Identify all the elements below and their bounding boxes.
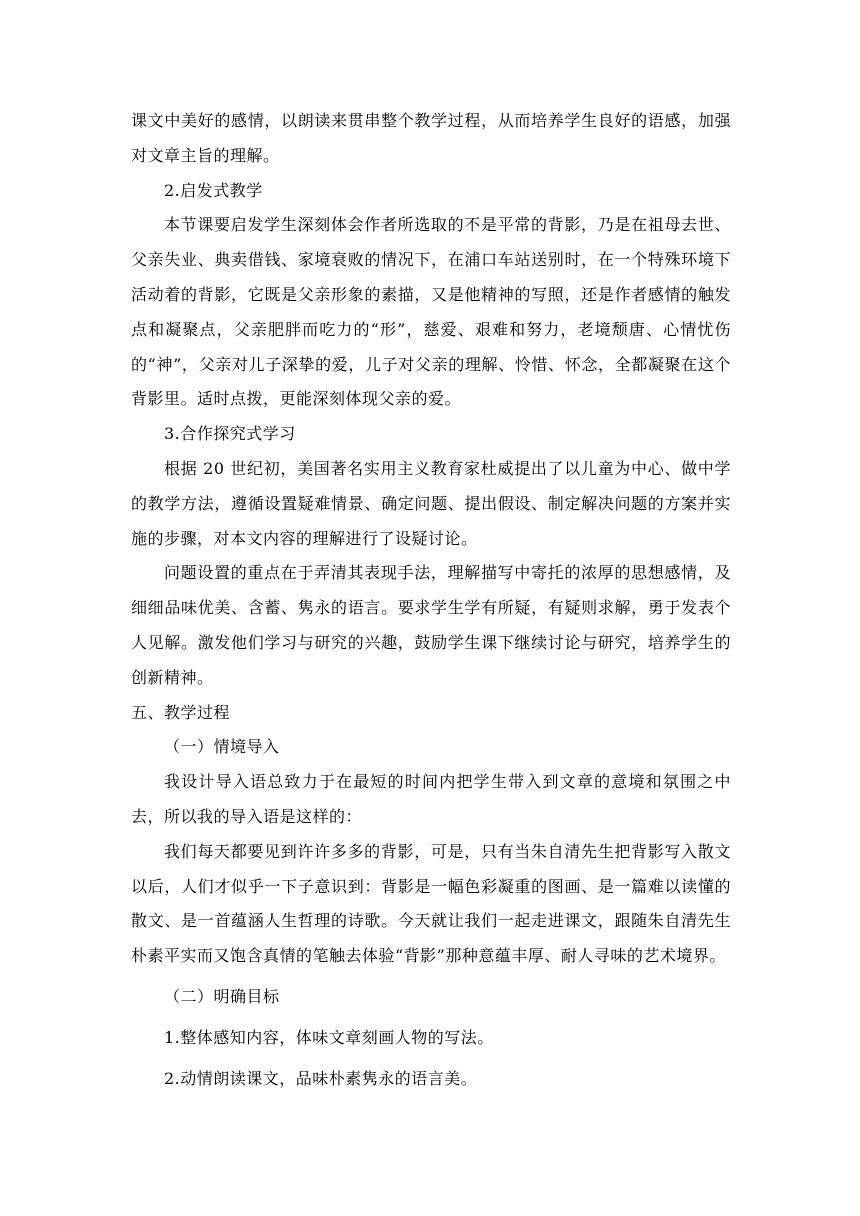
paragraph-heuristic-teaching: 本节课要启发学生深刻体会作者所选取的不是平常的背影，乃是在祖母去世、父亲失业、典卖借钱、家境衰败的情况下，在浦口车站送别时，在一个特殊环境下活动着的背影，它既是父亲形象的素描，又是他精神的写照，还是作者感情的触发点和凝聚点，父亲肥胖而吃力的“形”，慈爱、艰难和努力，老境颓唐、心情忧伤的“神”，父亲对儿子深挚的爱，儿子对父亲的理解、怜惜、怀念，全都凝聚在这个背影里。适时点拨，更能深刻体现父亲的爱。 <box>131 215 731 409</box>
subheading-clarify-goals: （二）明确目标 <box>164 986 280 1006</box>
section-heading-teaching-process: 五、教学过程 <box>131 702 231 722</box>
paragraph-introduction-speech: 我们每天都要见到许许多多的背影，可是，只有当朱自清先生把背影写入散文以后，人们才似乎一下子意识到：背影是一幅色彩凝重的图画、是一篇难以读懂的散文、是一首蕴涵人生哲理的诗歌。今天就让我们一起走进课文，跟随朱自清先生朴素平实而又饱含真情的笔触去体验“背影”那种意蕴丰厚、耐人寻味的艺术境界。 <box>131 841 731 966</box>
goal-item-2: 2.动情朗读课文，品味朴素隽永的语言美。 <box>164 1068 478 1088</box>
subheading-cooperative-learning: 3.合作探究式学习 <box>164 424 296 444</box>
document-body <box>131 104 731 1096</box>
continuation-paragraph: 课文中美好的感情，以朗读来贯串整个教学过程，从而培养学生良好的语感，加强对文章主旨的理解。 <box>131 111 731 165</box>
paragraph-dewey: 根据 20 世纪初，美国著名实用主义教育家杜威提出了以儿童为中心、做中学的教学方法，遵循设置疑难情景、确定问题、提出假设、制定解决问题的方案并实施的步骤，对本文内容的理解进行了设疑讨论。 <box>131 458 731 548</box>
paragraph-question-design: 问题设置的重点在于弄清其表现手法，理解描写中寄托的浓厚的思想感情，及细细品味优美、含蓄、隽永的语言。要求学生学有所疑，有疑则求解，勇于发表个人见解。激发他们学习与研究的兴趣，鼓励学生课下继续讨论与研究，培养学生的创新精神。 <box>131 563 731 687</box>
paragraph-introduction-design: 我设计导入语总致力于在最短的时间内把学生带入到文章的意境和氛围之中去，所以我的导入语是这样的： <box>131 772 731 826</box>
subheading-scenario-introduction: （一）情境导入 <box>164 737 280 757</box>
goal-item-1: 1.整体感知内容，体味文章刻画人物的写法。 <box>164 1027 494 1047</box>
subheading-heuristic-teaching: 2.启发式教学 <box>164 180 263 200</box>
